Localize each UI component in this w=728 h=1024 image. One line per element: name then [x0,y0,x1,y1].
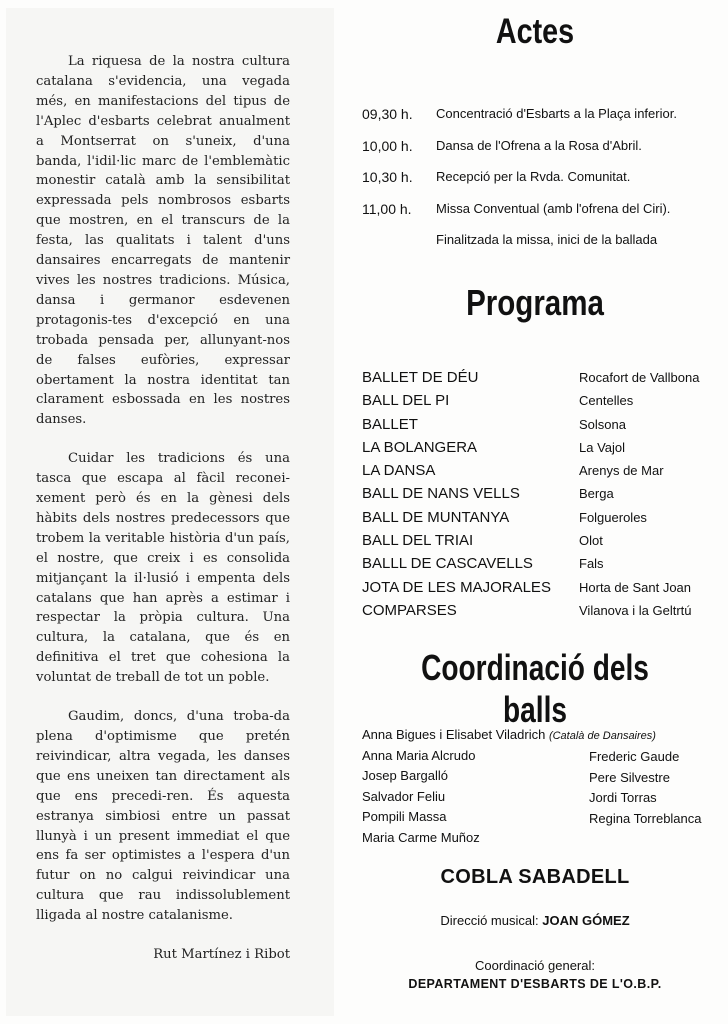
programa-item [362,439,724,462]
acte-time: 10,00 h. [362,137,413,154]
town-name: Solsona [579,416,626,432]
dance-name: BALLL DE CASCAVELLS [362,555,533,573]
coordinator-item: Salvador Feliu [362,788,446,804]
town-name: Fals [579,556,604,572]
actes-note: Finalitzada la missa, inici de la ballada [436,232,658,247]
coordinators-list-2 [589,749,702,831]
acte-time: 09,30 h. [362,106,413,122]
town-name: La Vajol [579,439,626,455]
dance-name: JOTA DE LES MAJORALES [362,578,551,596]
coordinacio-heading: Coordinació dels balls [421,647,649,730]
programa-item [362,485,724,508]
programa-item [362,602,724,625]
acte-item [362,169,722,201]
programa-list [362,369,724,625]
dance-name: BALL DE NANS VELLS [362,485,520,503]
programa-item [362,392,724,415]
intro-paragraph-2: Cuidar les tradicions és una tasca que escapa al fàcil reconei-xement però és en la gènesi dels hàbits dels nostres predecessors que trobem la veritable història d'un país, el nostre, que creix i es consolida mitjançant la il·lusió i empenta dels catalans que han après a estimar i respectar la pròpia cultura. Una cultura, la catalana, que és en definitiva el tret que cohesiona la voluntat de treball de tot un poble. [36,451,290,686]
town-name: Folgueroles [579,509,647,525]
acte-item [362,138,722,170]
coordinator-item: Regina Torreblanca [589,810,702,826]
programa-item [362,462,724,485]
coordinator-item: Jordi Torras [589,790,657,805]
coordinator-item [362,727,724,748]
dance-name: LA DANSA [362,462,436,480]
programa-heading: Programa [466,282,604,323]
programa-item [362,555,724,578]
acte-description: Missa Conventual (amb l'ofrena del Ciri). [436,200,671,216]
town-name: Horta de Sant Joan [579,579,692,595]
acte-time: 10,30 h. [362,169,413,186]
acte-time: 11,00 h. [362,200,412,217]
programa-item [362,369,724,392]
coordinator-item: Pompili Massa [362,809,447,824]
acte-description: Concentració d'Esbarts a la Plaça inferior. [436,106,677,121]
dance-name: BALL DEL PI [362,392,450,410]
author-signature: Rut Martínez i Ribot [153,947,290,963]
cobla-name: COBLA SABADELL [440,866,630,888]
town-name: Olot [579,533,603,549]
actes-list [362,106,722,232]
dance-name: BALLET DE DÉU [362,369,479,386]
programa-item [362,509,724,532]
dance-name: BALL DE MUNTANYA [362,508,510,526]
actes-heading: Actes [495,12,575,51]
dance-name: COMPARSES [362,601,457,619]
town-name: Rocafort de Vallbona [579,370,700,385]
musical-direction [350,913,720,928]
dance-name: BALL DEL TRIAI [362,532,474,550]
town-name: Berga [579,486,614,502]
programa-item [362,579,724,602]
intro-paragraph-1: La riquesa de la nostra cultura catalana s'evidencia, una vegada més, en manifestacions del tipus de l'Aplec d'esbarts celebrat anualment a Montserrat on s'uneix, d'una banda, l'idil·lic marc de l'emblemàtic monestir català amb la sensibilitat expressada pels nombrosos esbarts que mostren, en el transcurs de la festa, las qualitats i talent d'uns dansaires encarregats de mantenir vives les nostres tradicions. Música, dansa i germanor esdevenen protagonis-tes d'excepció en una trobada pensada per, allunyant-nos de falses eufòries, expressar obertament la nostra identitat tan clarament esbossada en les nostres danses. [36,54,290,428]
coordinator-names: Anna Bigues i Elisabet Viladrich [362,727,546,742]
dance-name: BALLET [362,415,418,433]
dance-name: LA BOLANGERA [362,438,478,456]
acte-item [362,201,722,233]
direction-label: Direcció musical: [440,913,539,928]
director-name: JOAN GÓMEZ [542,913,630,928]
coordinator-item: Frederic Gaude [589,749,680,764]
programa-item [362,416,724,439]
coordinator-item: Maria Carme Muñoz [362,829,480,845]
coordinator-note: (Català de Dansaires) [548,730,656,742]
acte-description: Recepció per la Rvda. Comunitat. [436,169,631,185]
acte-description: Dansa de l'Ofrena a la Rosa d'Abril. [436,137,642,153]
coordinator-item: Pere Silvestre [589,769,670,785]
coordinator-item: Anna Maria Alcrudo [362,747,476,763]
general-coordination-label: Coordinació general: [475,958,595,973]
town-name: Vilanova i la Geltrtú [579,602,692,618]
town-name: Centelles [579,393,634,409]
intro-text [36,52,290,965]
town-name: Arenys de Mar [579,463,664,479]
department-name: DEPARTAMENT D'ESBARTS DE L'O.B.P. [408,977,662,991]
programa-item [362,532,724,555]
intro-paragraph-3: Gaudim, doncs, d'una troba-da plena d'optimisme que pretén reivindicar, altra vegada, les danses que ens uneixen tan directament als que ens precedi-ren. És aquesta estranya simbiosi entre un passat llunyà i un present immediat el que ens fa ser optimistes a l'espera d'un futur on no calgui reivindicar una cultura que rau indissolublement lligada al nostre catalanisme. [36,709,290,924]
acte-item [362,106,722,138]
program-column [350,0,720,1024]
coordinator-item: Josep Bargalló [362,768,448,783]
